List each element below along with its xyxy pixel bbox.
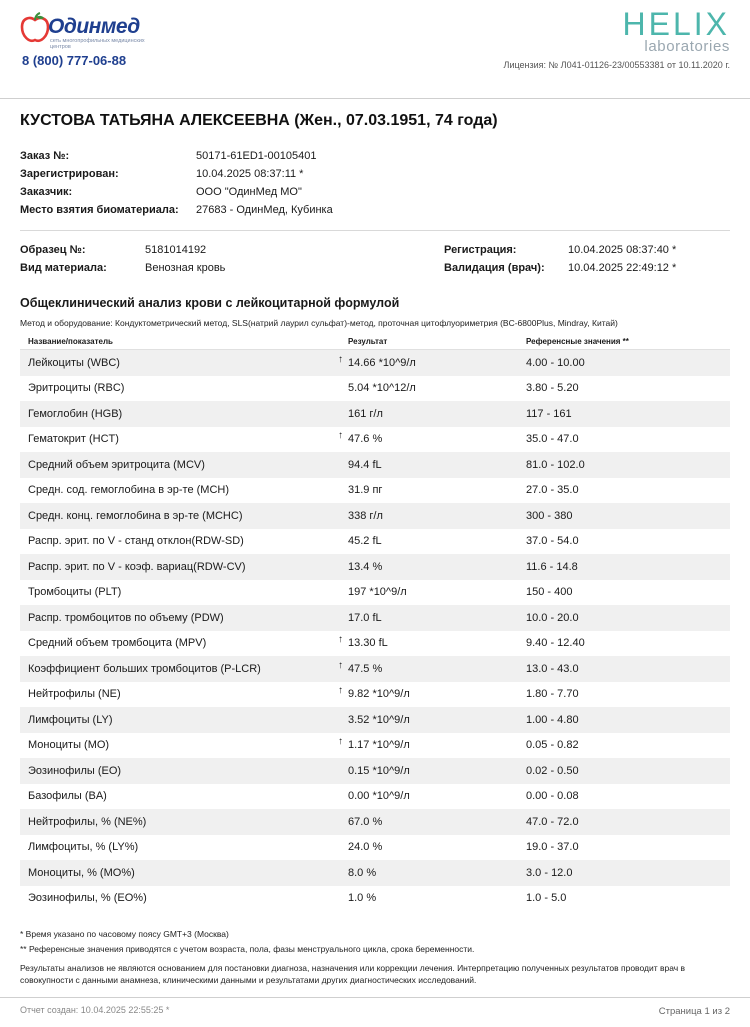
indicator-name: Распр. эрит. по V - станд отклон(RDW-SD)	[28, 535, 244, 548]
result-cell	[336, 510, 526, 522]
section-divider	[20, 230, 730, 231]
arrow-up-icon: ↑	[338, 430, 343, 442]
result-value: 338 г/л	[348, 509, 383, 522]
result-value: 9.82 *10^9/л	[348, 688, 410, 701]
result-cell	[336, 612, 526, 624]
indicator-name: Нейтрофилы (NE)	[28, 688, 121, 701]
reference-range: 37.0 - 54.0	[526, 535, 579, 548]
result-cell	[336, 382, 526, 394]
report-created: Отчет создан: 10.04.2025 22:55:25 *	[20, 1005, 170, 1015]
result-value: 1.0 %	[348, 892, 377, 905]
result-value: 13.4 %	[348, 560, 383, 573]
table-header	[20, 334, 730, 350]
material-value: Венозная кровь	[145, 262, 226, 274]
table-row	[20, 503, 730, 529]
table-row	[20, 707, 730, 733]
result-cell	[336, 816, 526, 828]
result-cell	[336, 841, 526, 853]
odinmed-logo	[20, 12, 145, 50]
indicator-name: Гемоглобин (HGB)	[28, 407, 123, 420]
registration-value: 10.04.2025 08:37:40 *	[568, 244, 677, 256]
result-cell	[336, 535, 526, 547]
table-row	[20, 835, 730, 861]
results-table	[20, 334, 730, 911]
result-cell	[336, 430, 526, 446]
order-row	[20, 147, 333, 165]
sample-row	[20, 259, 730, 277]
indicator-name: Лимфоциты (LY)	[28, 713, 113, 726]
order-row	[20, 183, 333, 201]
result-cell	[336, 484, 526, 496]
arrow-up-icon: ↑	[338, 353, 343, 365]
reference-range: 10.0 - 20.0	[526, 611, 579, 624]
apple-logo-icon	[20, 12, 50, 44]
result-value: 0.15 *10^9/л	[348, 764, 410, 777]
table-row	[20, 580, 730, 606]
table-row	[20, 554, 730, 580]
license-text: Лицензия: № Л041-01126-23/00553381 от 10.11.2020 г.	[503, 60, 730, 70]
reference-range: 1.80 - 7.70	[526, 688, 579, 701]
analysis-title: Общеклинический анализ крови с лейкоцитарной формулой	[20, 296, 400, 310]
reference-range: 0.02 - 0.50	[526, 764, 579, 777]
reference-range: 3.0 - 12.0	[526, 866, 573, 879]
result-value: 3.52 *10^9/л	[348, 713, 410, 726]
reference-range: 0.00 - 0.08	[526, 790, 579, 803]
order-row	[20, 201, 333, 219]
indicator-name: Средн. конц. гемоглобина в эр-те (MCHC)	[28, 509, 243, 522]
result-cell	[336, 634, 526, 650]
lab-subtitle: laboratories	[644, 38, 730, 55]
indicator-name: Эритроциты (RBC)	[28, 382, 125, 395]
registered-value: 10.04.2025 08:37:11 *	[196, 168, 304, 180]
result-value: 14.66 *10^9/л	[348, 356, 416, 369]
footer-divider	[0, 997, 750, 998]
table-row	[20, 809, 730, 835]
helix-logo	[623, 8, 730, 54]
result-cell	[336, 408, 526, 420]
material-label: Вид материала:	[20, 262, 107, 274]
table-row	[20, 656, 730, 682]
reference-range: 4.00 - 10.00	[526, 356, 585, 369]
page-number: Страница 1 из 2	[658, 1006, 730, 1017]
order-number-value: 50171-61ED1-00105401	[196, 150, 317, 162]
registration-label: Регистрация:	[444, 244, 517, 256]
result-value: 197 *10^9/л	[348, 586, 407, 599]
validation-value: 10.04.2025 22:49:12 *	[568, 262, 677, 274]
indicator-name: Лимфоциты, % (LY%)	[28, 841, 139, 854]
reference-range: 81.0 - 102.0	[526, 458, 585, 471]
patient-title: КУСТОВА ТАТЬЯНА АЛЕКСЕЕВНА (Жен., 07.03.1951, 74 года)	[20, 112, 498, 129]
result-value: 47.5 %	[348, 662, 383, 675]
result-cell	[336, 459, 526, 471]
customer-label: Заказчик:	[20, 186, 73, 198]
table-row	[20, 860, 730, 886]
indicator-name: Тромбоциты (PLT)	[28, 586, 122, 599]
arrow-up-icon: ↑	[338, 659, 343, 671]
col-result-header: Результат	[348, 337, 388, 346]
result-value: 5.04 *10^12/л	[348, 382, 416, 395]
result-cell	[336, 659, 526, 675]
table-row	[20, 427, 730, 453]
reference-range: 9.40 - 12.40	[526, 637, 585, 650]
indicator-name: Средний объем эритроцита (MCV)	[28, 458, 205, 471]
analysis-method: Метод и оборудование: Кондуктометрический метод, SLS(натрий лаурил сульфат)-метод, проточная цитофлуориметрия (BC-6800Plus, Mindray, Китай)	[20, 318, 618, 328]
brand-subtitle: сеть многопрофильных медицинских центров	[50, 38, 145, 50]
validation-label: Валидация (врач):	[444, 262, 545, 274]
reference-range: 11.6 - 14.8	[526, 560, 578, 573]
result-value: 161 г/л	[348, 407, 383, 420]
brand-name: Одинмед	[48, 15, 140, 38]
reference-range: 3.80 - 5.20	[526, 382, 579, 395]
sample-info	[20, 241, 730, 277]
result-value: 13.30 fL	[348, 637, 388, 650]
result-cell	[336, 714, 526, 726]
indicator-name: Распр. эрит. по V - коэф. вариац(RDW-CV)	[28, 560, 246, 573]
sample-number-value: 5181014192	[145, 244, 207, 256]
result-value: 0.00 *10^9/л	[348, 790, 410, 803]
reference-range: 27.0 - 35.0	[526, 484, 579, 497]
result-value: 31.9 пг	[348, 484, 383, 497]
reference-range: 13.0 - 43.0	[526, 662, 579, 675]
reference-range: 35.0 - 47.0	[526, 433, 579, 446]
result-cell	[336, 353, 526, 369]
table-row	[20, 631, 730, 657]
order-info	[20, 147, 333, 219]
result-value: 1.17 *10^9/л	[348, 739, 410, 752]
arrow-up-icon: ↑	[338, 736, 343, 748]
result-cell	[336, 892, 526, 904]
sample-number-label: Образец №:	[20, 244, 86, 256]
table-body	[20, 350, 730, 911]
col-name-header: Название/показатель	[28, 337, 113, 346]
table-row	[20, 886, 730, 912]
table-row	[20, 376, 730, 402]
result-value: 47.6 %	[348, 433, 383, 446]
indicator-name: Эозинофилы, % (EO%)	[28, 892, 147, 905]
reference-range: 1.00 - 4.80	[526, 713, 579, 726]
reference-range: 150 - 400	[526, 586, 573, 599]
collection-place-value: 27683 - ОдинМед, Кубинка	[196, 204, 333, 216]
reference-range: 1.0 - 5.0	[526, 892, 567, 905]
order-number-label: Заказ №:	[20, 150, 70, 162]
sample-row	[20, 241, 730, 259]
reference-note: ** Референсные значения приводятся с учетом возраста, пола, фазы менструального цикла, срока беременности.	[20, 944, 475, 954]
table-row	[20, 758, 730, 784]
customer-value: ООО "ОдинМед МО"	[196, 186, 302, 198]
reference-range: 0.05 - 0.82	[526, 739, 579, 752]
order-row	[20, 165, 333, 183]
reference-range: 47.0 - 72.0	[526, 815, 579, 828]
table-row	[20, 605, 730, 631]
result-value: 67.0 %	[348, 815, 383, 828]
result-value: 24.0 %	[348, 841, 383, 854]
table-row	[20, 682, 730, 708]
contact-phone: 8 (800) 777-06-88	[22, 53, 127, 68]
result-cell	[336, 736, 526, 752]
indicator-name: Коэффициент больших тромбоцитов (P-LCR)	[28, 662, 261, 675]
result-cell	[336, 867, 526, 879]
indicator-name: Моноциты, % (MO%)	[28, 866, 135, 879]
result-value: 17.0 fL	[348, 611, 382, 624]
result-value: 45.2 fL	[348, 535, 382, 548]
indicator-name: Нейтрофилы, % (NE%)	[28, 815, 147, 828]
arrow-up-icon: ↑	[338, 634, 343, 646]
col-ref-header: Референсные значения **	[526, 337, 629, 346]
table-row	[20, 401, 730, 427]
indicator-name: Средний объем тромбоцита (MPV)	[28, 637, 207, 650]
result-cell	[336, 790, 526, 802]
report-header	[0, 0, 750, 100]
table-row	[20, 784, 730, 810]
indicator-name: Средн. сод. гемоглобина в эр-те (MCH)	[28, 484, 230, 497]
header-divider	[0, 98, 750, 99]
indicator-name: Гематокрит (HCT)	[28, 433, 119, 446]
table-row	[20, 529, 730, 555]
table-row	[20, 733, 730, 759]
lab-name: HELIX	[622, 6, 730, 42]
table-row	[20, 478, 730, 504]
result-cell	[336, 765, 526, 777]
footnotes	[20, 927, 474, 957]
table-row	[20, 452, 730, 478]
collection-place-label: Место взятия биоматериала:	[20, 204, 179, 216]
result-cell	[336, 561, 526, 573]
reference-range: 19.0 - 37.0	[526, 841, 579, 854]
reference-range: 117 - 161	[526, 407, 572, 420]
indicator-name: Распр. тромбоцитов по объему (PDW)	[28, 611, 224, 624]
arrow-up-icon: ↑	[338, 685, 343, 697]
registered-label: Зарегистрирован:	[20, 168, 119, 180]
table-row	[20, 350, 730, 376]
disclaimer: Результаты анализов не являются основанием для постановки диагноза, назначения или коррекции лечения. Интерпретацию полученных результатов проводит врач в совокупности с данными анамнеза, клиническими данными и результатами других диагностических исследований.	[20, 963, 686, 985]
result-value: 94.4 fL	[348, 458, 382, 471]
result-value: 8.0 %	[348, 866, 377, 879]
result-cell	[336, 586, 526, 598]
indicator-name: Моноциты (MO)	[28, 739, 110, 752]
indicator-name: Базофилы (BA)	[28, 790, 107, 803]
reference-range: 300 - 380	[526, 509, 573, 522]
indicator-name: Эозинофилы (EO)	[28, 764, 122, 777]
time-note: * Время указано по часовому поясу GMT+3 (Москва)	[20, 929, 229, 939]
result-cell	[336, 685, 526, 701]
indicator-name: Лейкоциты (WBC)	[28, 356, 120, 369]
